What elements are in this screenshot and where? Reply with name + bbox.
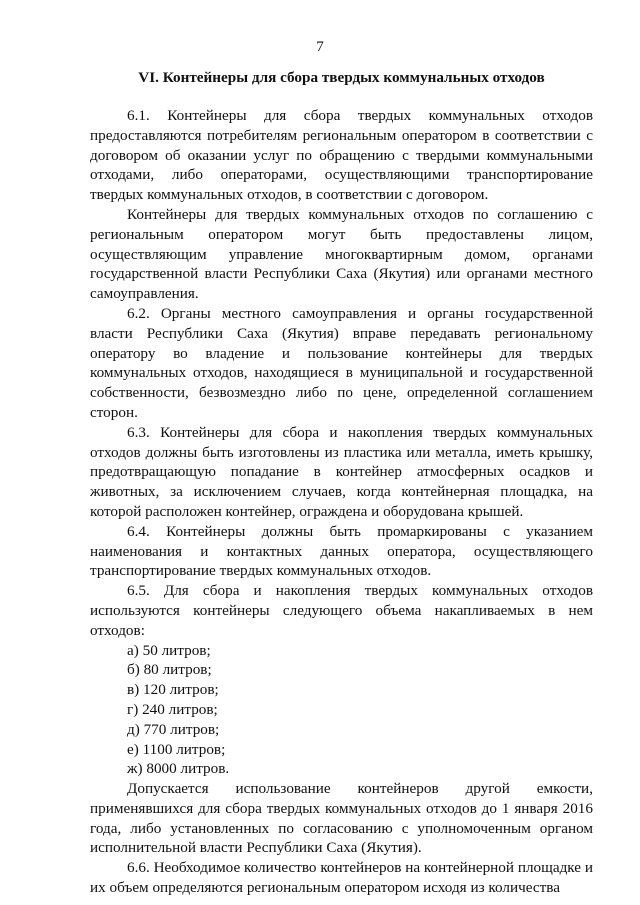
paragraph-6-6: 6.6. Необходимое количество контейнеров на контейнерной площадке и их объем определяются региональным оператором исходя из количества: [90, 859, 593, 897]
volume-list-item: б) 80 литров;: [127, 661, 212, 679]
volume-list-item: г) 240 литров;: [127, 700, 218, 718]
section-title: VI. Контейнеры для сбора твердых коммунальных отходов: [138, 69, 545, 86]
document-body: [90, 68, 593, 898]
volume-list-item: д) 770 литров;: [127, 720, 220, 738]
page-number: 7: [316, 39, 324, 55]
paragraph-6-5: 6.5. Для сбора и накопления твердых коммунальных отходов используются контейнеры следующего объема накапливаемых в нем отходов:: [90, 582, 593, 639]
paragraph-6-4: 6.4. Контейнеры должны быть промаркированы с указанием наименования и контактных данных оператора, осуществляющего транспортирование твердых коммунальных отходов.: [90, 522, 593, 580]
volume-list-item: а) 50 литров;: [127, 641, 211, 659]
volume-list-item: ж) 8000 литров.: [127, 760, 230, 778]
paragraph-6-5-exception: Допускается использование контейнеров другой емкости, применявшихся для сбора твердых коммунальных отходов до 1 января 2016 года, либо установленных по согласованию с уполномоченным органом исполнительной власти Республики Саха (Якутия).: [90, 780, 593, 857]
volume-list: [90, 641, 593, 780]
paragraph-6-1-continued: Контейнеры для твердых коммунальных отходов по соглашению с региональным оператором могут быть предоставлены лицом, осуществляющим управление многоквартирным домом, органами государственной власти Республики Саха (Якутия) или органами местного самоуправления.: [90, 205, 593, 303]
paragraph-6-1: 6.1. Контейнеры для сбора твердых коммунальных отходов предоставляются потребителям региональным оператором в соответствии с договором об оказании услуг по обращению с твердыми коммунальными отходами, либо операторами, осуществляющими транспортирование твердых коммунальных отходов, в соответствии с договором.: [90, 107, 593, 204]
paragraph-6-3: 6.3. Контейнеры для сбора и накопления твердых коммунальных отходов должны быть изготовлены из пластика или металла, иметь крышку, предотвращающую попадание в контейнер атмосферных осадков и животных, за исключением случаев, когда контейнерная площадка, на которой расположен контейнер, ограждена и оборудована крышей.: [90, 423, 593, 520]
volume-list-item: в) 120 литров;: [127, 681, 219, 699]
paragraph-6-2: 6.2. Органы местного самоуправления и органы государственной власти Республики Саха (Якутия) вправе передавать региональному оператору во владение и пользование контейнеры для твердых коммунальных отходов, находящиеся в муниципальной и государственной собственности, безвозмездно либо по цене, определенной соглашением сторон.: [90, 304, 593, 421]
volume-list-item: е) 1100 литров;: [127, 740, 226, 758]
